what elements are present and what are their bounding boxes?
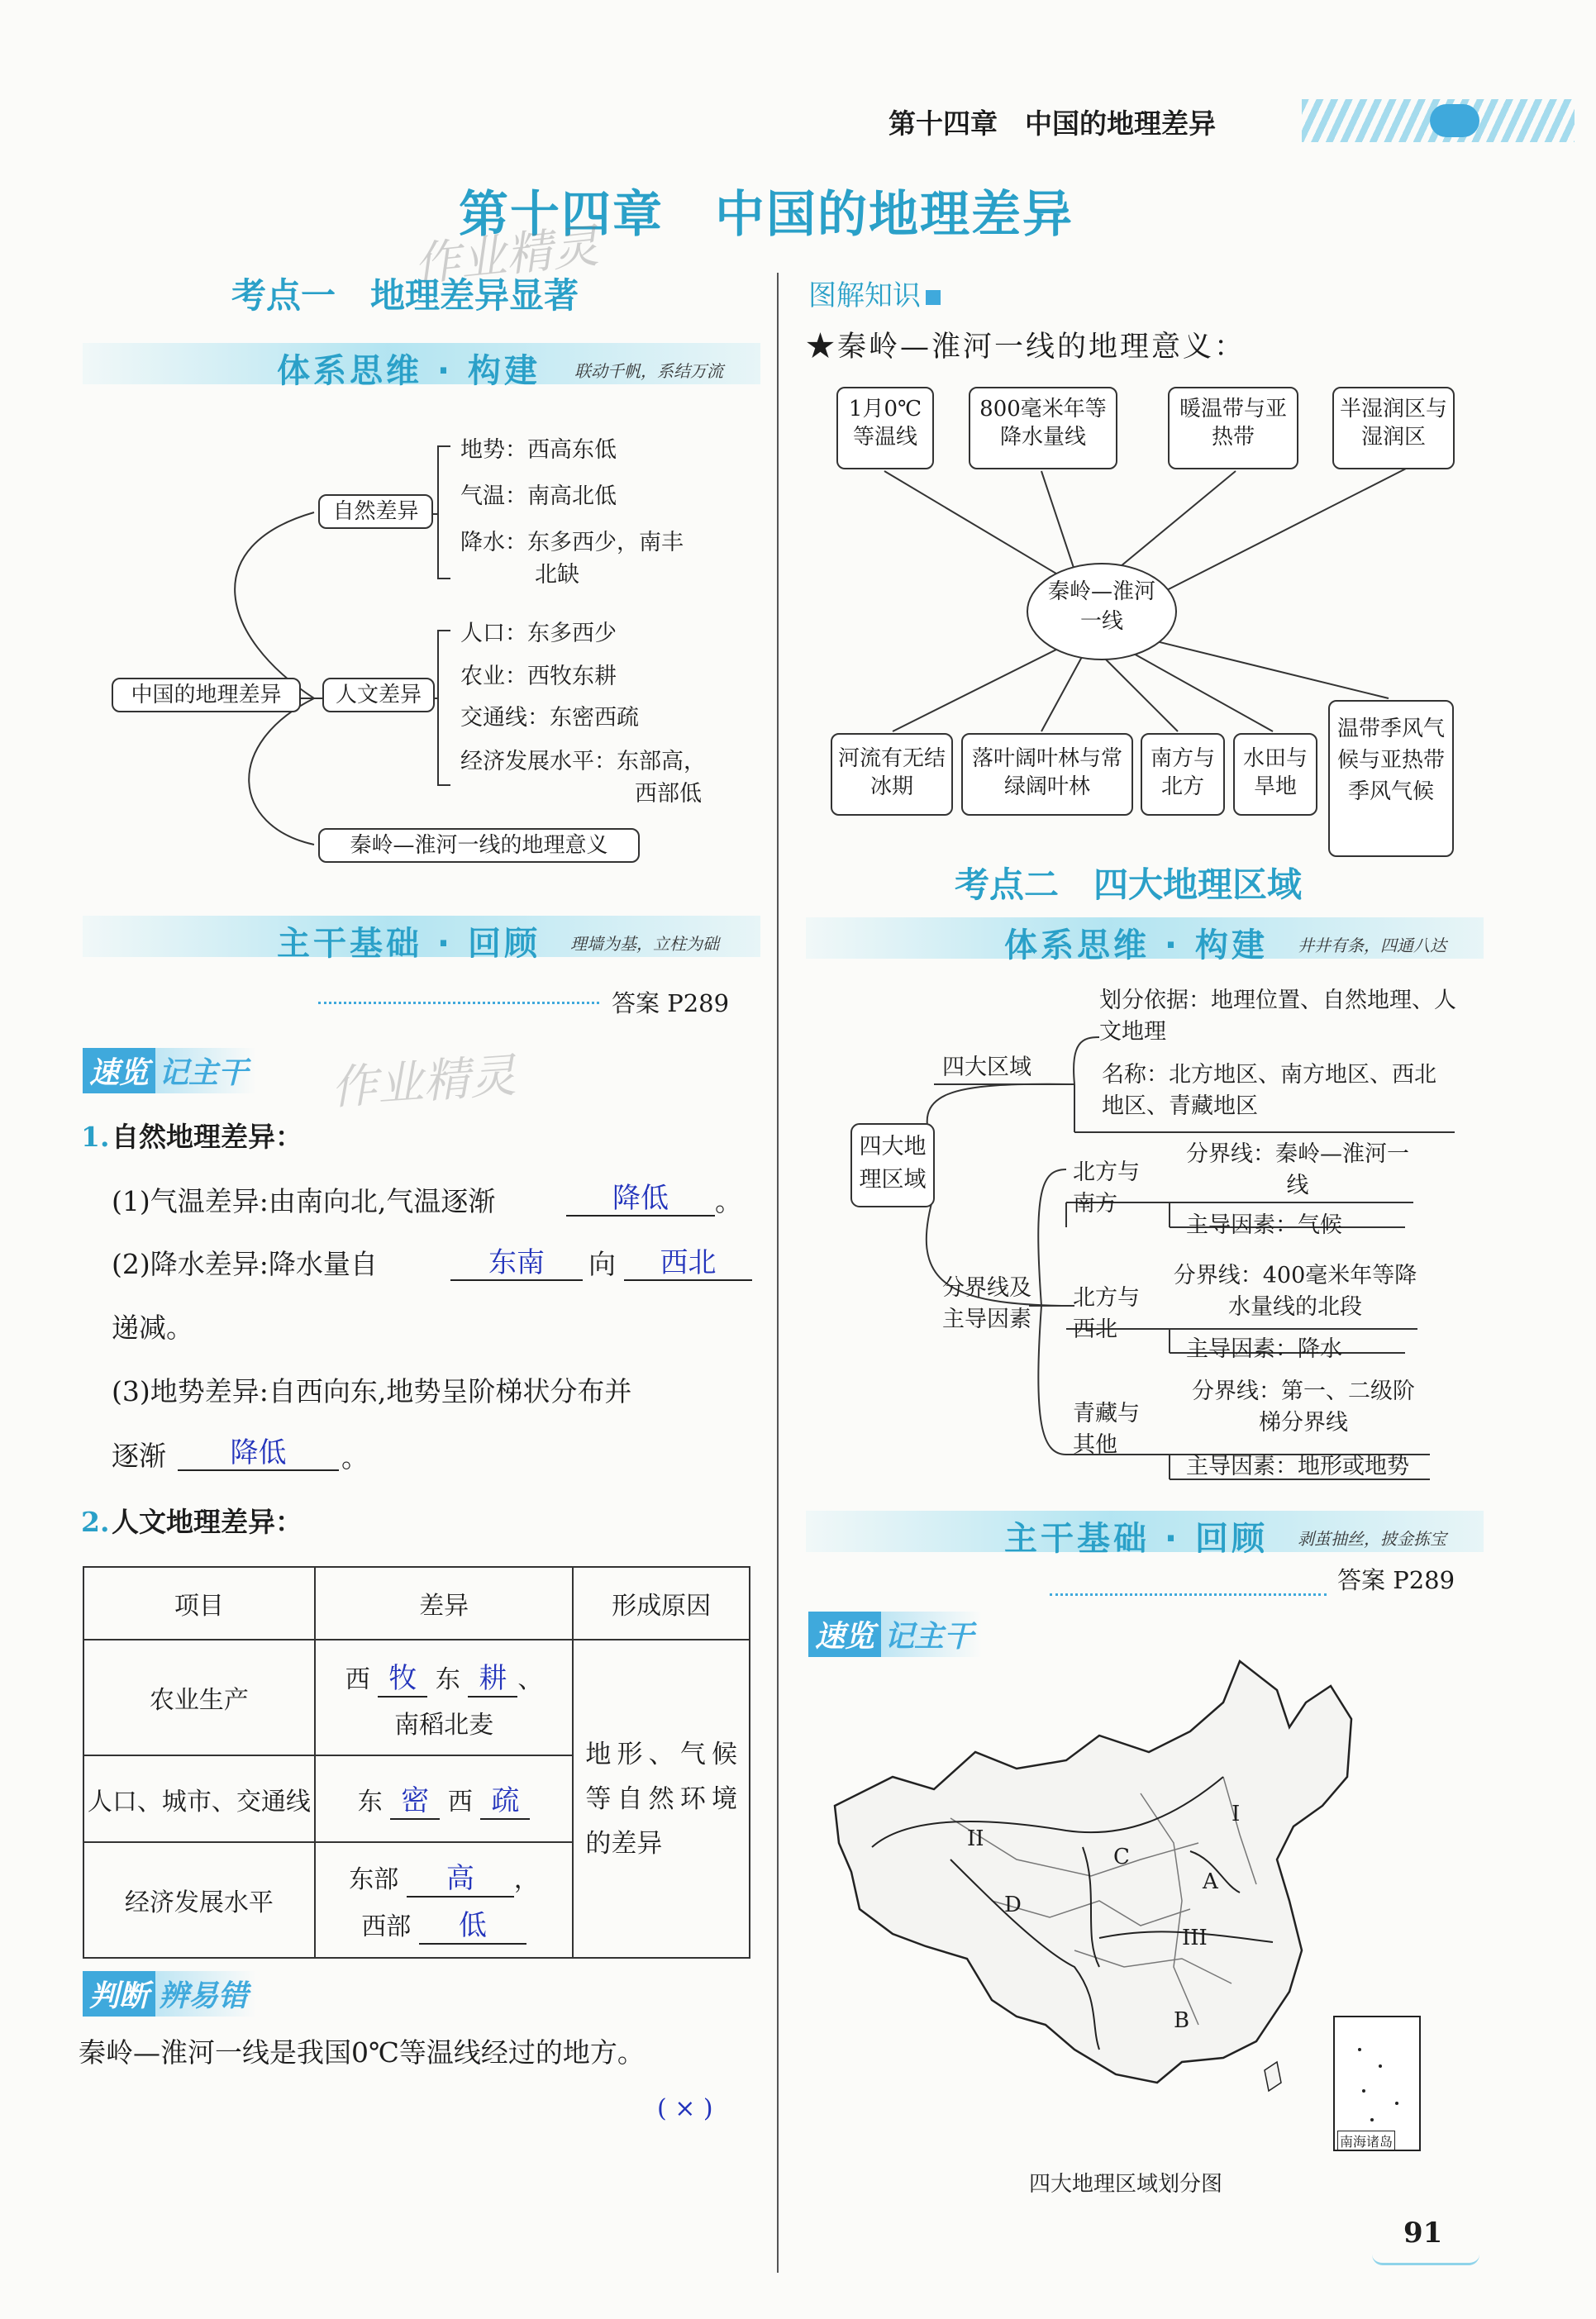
q1-3-b: 逐渐 [112,1440,166,1472]
q1-2-answer2: 西北 [624,1246,752,1281]
text: 南稻北麦 [394,1710,494,1740]
banner-slogan: 联动千帆，系结万流 [574,361,723,381]
tag-a: 判断 [83,1971,155,2017]
human-item: 农业：西牧东耕 [460,664,617,689]
tree-nw-line: 分界线：400毫米年等降水量线的北段 [1173,1263,1417,1320]
chapter-header: 第十四章 中国的地理差异 [889,107,1216,140]
q1-2-end: 递减。 [112,1312,193,1344]
page-number: 91 [1403,2217,1443,2250]
judge-answer-text: ( × ) [657,2094,713,2123]
table-reason: 地形、气候等自然环境的差异 [573,1640,750,1958]
table-cell: 人口、城市、交通线 [83,1755,315,1842]
tree-divide: 分界线及主导因素 [942,1275,1031,1332]
text: ， [513,1865,539,1894]
qinling-center: 秦岭—淮河一线 [1047,579,1155,634]
q1-1: (1)气温差异:由南向北,气温逐渐 [112,1185,496,1217]
q1-3: (3)地势差异:自西向东,地势呈阶梯状分布并 [112,1375,632,1407]
fill-answer: 牧 [378,1655,427,1698]
text: 东 [435,1664,460,1694]
map-label: C [1113,1845,1130,1869]
banner-slogan: 理墙为基，立柱为础 [570,934,719,954]
human-item: 交通线：东密西疏 [460,705,639,731]
q1-3-answer: 降低 [178,1436,339,1471]
q1-3-end: 。 [341,1441,369,1474]
text: 东 [357,1788,383,1817]
answer-ref: 答案 P289 [1337,1566,1455,1594]
tree-basis: 划分依据：地理位置、自然地理、人文地理 [1099,988,1456,1045]
tag-b: 辨易错 [155,1971,256,2017]
human-item: 西部低 [635,781,702,807]
map-label: I [1232,1802,1241,1826]
bottom-box: 温带季风气候与亚热带季风气候 [1328,700,1454,857]
map-label: B [1174,2008,1190,2033]
fill-answer: 疏 [480,1778,530,1820]
bottom-box: 水田与旱地 [1233,733,1317,816]
q1-2-mid: 向 [588,1248,616,1280]
q2-title: 人文地理差异： [112,1506,303,1538]
watermark: 作业精灵 [329,1049,518,1116]
judge-question: 秦岭—淮河一线是我国0℃等温线经过的地方。 [79,2036,645,2069]
map-caption: 四大地理区域划分图 [1029,2172,1223,2197]
nature-item: 气温：南高北低 [460,483,617,509]
q1-1-answer: 降低 [566,1182,715,1217]
page-title: 第十四章 中国的地理差异 [459,186,1074,244]
q1-title: 自然地理差异： [112,1121,303,1153]
q1-2: (2)降水差异:降水量自 [112,1248,378,1280]
fill-answer: 耕 [468,1655,517,1698]
banner-slogan: 剥茧抽丝，披金拣宝 [1298,1529,1446,1549]
table-cell: 经济发展水平 [83,1842,315,1958]
human-item: 经济发展水平：东部高， [460,749,706,774]
banner-title: 体系思维 · 构建 [1004,926,1269,964]
section2-title: 考点二 四大地理区域 [955,864,1303,905]
mindmap-human: 人文差异 [322,678,435,712]
nature-item: 北缺 [535,562,579,588]
banner-title: 主干基础 · 回顾 [1004,1520,1269,1558]
table-cell: 农业生产 [83,1640,315,1755]
banner-title: 体系思维 · 构建 [277,352,541,390]
nature-item: 降水：东多西少，南丰 [460,530,684,555]
top-box: 800毫米年等降水量线 [969,387,1117,469]
mindmap-root: 中国的地理差异 [112,678,301,712]
tree-ns-factor: 主导因素：气候 [1186,1212,1342,1238]
mindmap-nature: 自然差异 [318,494,433,529]
fill-answer: 低 [419,1902,526,1945]
fill-answer: 密 [390,1778,440,1820]
text: 西 [447,1788,473,1817]
tree-ns-line: 分界线：秦岭—淮河一线 [1186,1141,1409,1198]
text: 、 [517,1664,543,1694]
bottom-box: 落叶阔叶林与常绿阔叶林 [961,733,1133,816]
watermark: 作业精灵 [411,219,602,293]
map-label: II [967,1826,984,1851]
tree-four: 四大区域 [942,1055,1031,1080]
fill-answer: 高 [407,1855,514,1898]
top-box: 1月0℃等温线 [836,387,934,469]
top-box: 暖温带与亚热带 [1168,387,1298,469]
tree-qz-factor: 主导因素：地形或地势 [1186,1454,1409,1479]
map-inset-label: 南海诸岛 [1337,2131,1395,2151]
answer-ref: 答案 P289 [612,989,730,1017]
diagram-label-text: 图解知识 [808,279,921,312]
map-label: III [1182,1926,1208,1950]
map-label: A [1203,1869,1218,1894]
table-header: 差异 [315,1567,574,1640]
section1-title: 考点一 地理差异显著 [231,275,579,316]
human-item: 人口：东多西少 [460,621,617,646]
text: 东部 [349,1865,399,1894]
tag-b: 记主干 [881,1612,982,1657]
mindmap-qinling: 秦岭—淮河一线的地理意义 [318,828,640,863]
tree-names: 名称：北方地区、南方地区、西北地区、青藏地区 [1102,1062,1436,1119]
nature-item: 地势：西高东低 [460,437,617,463]
tree-qz: 青藏与其他 [1073,1401,1140,1458]
text: 西部 [361,1912,412,1941]
tree-root: 四大地理区域 [859,1134,927,1193]
tag-a: 速览 [83,1048,155,1093]
tree-qz-line: 分界线：第一、二级阶梯分界线 [1192,1379,1415,1436]
top-box: 半湿润区与湿润区 [1332,387,1455,469]
star-title: ★秦岭—淮河一线的地理意义： [806,331,1246,364]
bottom-box: 南方与北方 [1141,733,1225,816]
tag-a: 速览 [808,1612,881,1657]
bottom-box: 河流有无结冰期 [831,733,953,816]
map-label: D [1004,1893,1022,1917]
tree-ns: 北方与南方 [1073,1160,1140,1217]
page-number-deco [1372,2255,1479,2265]
tree-nw-factor: 主导因素：降水 [1186,1336,1342,1362]
text: 西 [345,1664,370,1694]
table-header: 项目 [83,1567,315,1640]
q1-1-end: 。 [715,1185,742,1217]
tree-nw: 北方与西北 [1073,1285,1140,1342]
q1-2-answer1: 东南 [450,1246,583,1281]
banner-title: 主干基础 · 回顾 [277,925,541,963]
q1-number: 1. [81,1121,110,1153]
q2-number: 2. [81,1506,110,1538]
banner-slogan: 井井有条，四通八达 [1298,936,1446,955]
tag-b: 记主干 [155,1048,256,1093]
table-header: 形成原因 [573,1567,750,1640]
